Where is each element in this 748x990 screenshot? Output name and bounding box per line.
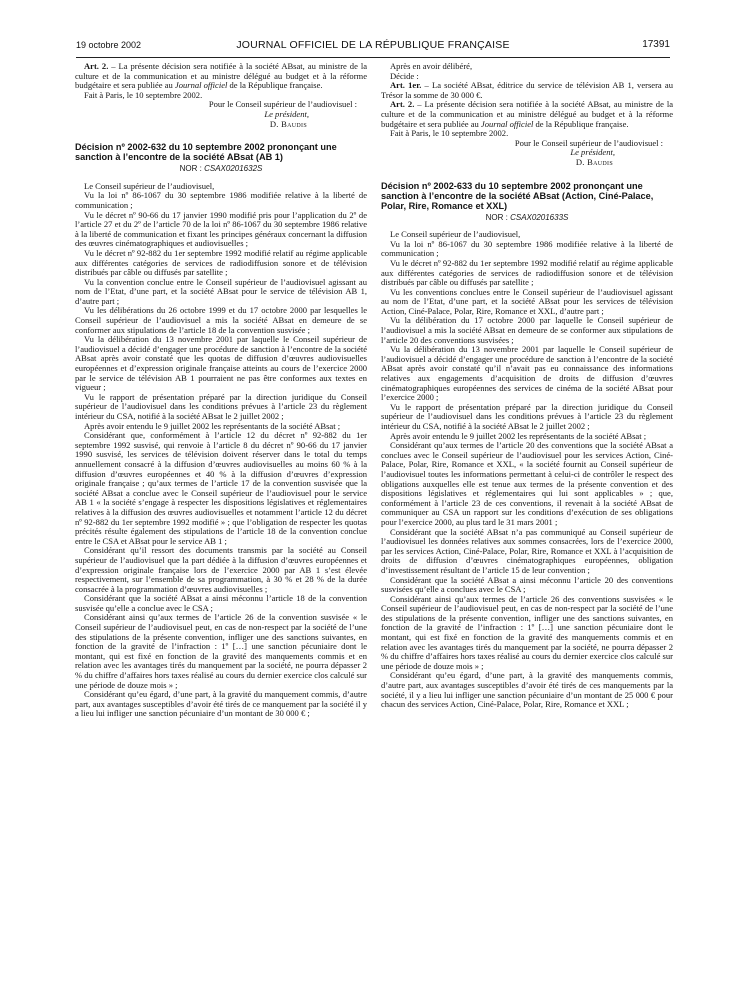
decision-title: Décision nº 2002-632 du 10 septembre 2002 prononçant une sanction à l’encontre de la société ABsat (AB 1)	[75, 142, 337, 163]
paragraph: Vu la loi nº 86-1067 du 30 septembre 1986 modifiée relative à la liberté de communication ;	[75, 190, 367, 210]
paragraph: Considérant qu’eu égard, d’une part, à la gravité du manquement commis, d’autre part, aux avantages susceptibles d’avoir été tirés de ce manquement par la société il y a lieu lui infliger une sanction pécuniaire d’un montant de 30 000 € ;	[75, 689, 367, 719]
article-2: Art. 2. – La présente décision sera notifiée à la société ABsat, au ministre de la culture et de la communication et au ministre délégué au budget et à la réforme budgétaire et sera publiée au Journal officiel de la République française.	[75, 61, 367, 91]
paragraph: Considérant ainsi qu’aux termes de l’article 26 des conventions susvisées « le Conseil supérieur de l’audiovisuel peut, en cas de non-respect par la société de l’une des stipulations de la présente convention, infliger une des sanctions suivantes, en fonction de la gravité de l’infraction : 1º […] une sanction pécuniaire dont le montant, qui est fixé en fonction de la gravité des manquements commis et en relation avec les avantages tirés du manquement par la société, ne pourra dépasser 2 % du chiffre d’affaires hors taxes réalisé au cours du dernier exercice clos calculé sur une période de douze mois » ;	[381, 593, 673, 671]
fait-a-paris: Fait à Paris, le 10 septembre 2002.	[390, 128, 509, 139]
signature-block	[75, 100, 367, 129]
article-2: Art. 2. – La présente décision sera notifiée à la société ABsat, au ministre de la culture et de la communication et au ministre délégué au budget et à la réforme budgétaire et sera publiée au Journal officiel de la République française.	[381, 99, 673, 129]
paragraph: Vu la loi nº 86-1067 du 30 septembre 1986 modifiée relative à la liberté de communication ;	[381, 238, 673, 259]
paragraph: Vu le décret nº 92-882 du 1er septembre 1992 modifié relatif au régime applicable aux différentes catégories de services de radiodiffusion sonore et de télévision distribués par câble ou diffusés par satellite ;	[75, 247, 367, 278]
paragraph: Vu les délibérations du 26 octobre 1999 et du 17 octobre 2000 par lesquelles le Conseil supérieur de l’audiovisuel a mis la société ABsat en demeure de se conformer aux stipulations de l’article 18 de la convention susvisée ;	[75, 305, 367, 335]
signature-title: Le président,	[264, 108, 309, 119]
paragraph: Vu le décret nº 92-882 du 1er septembre 1992 modifié relatif au régime applicable aux différentes catégories de services de radiodiffusion sonore et de télévision distribués par câble ou diffusés par satellite ;	[381, 257, 673, 288]
signature-name: D. Baudis	[575, 156, 613, 167]
paragraph: Vu les conventions conclues entre le Conseil supérieur de l’audiovisuel agissant au nom de l’Etat, d’une part, et la société ABsat pour les services de télévision Action, Ciné-Palace, Polar, Rire, Romance et XXL, d’autre part ;	[381, 286, 673, 316]
signature-line: Pour le Conseil supérieur de l’audiovisuel :	[514, 137, 663, 148]
signature-title: Le président,	[570, 147, 615, 158]
apres-deliberation: Après en avoir délibéré,	[390, 61, 473, 71]
paragraph: Considérant ainsi qu’aux termes de l’article 26 de la convention susvisée « le Conseil supérieur de l’audiovisuel peut, en cas de non-respect par la société de l’une des stipulations de la présente convention, infliger une des sanctions suivantes, en fonction de la gravité de l’infraction : 1º […] une sanction pécuniaire dont le montant, qui est fixé en fonction de la gravité des manquements commis et en relation avec les avantages tirés du manquement par la société, ne pourra dépasser 2 % du chiffre d’affaires hors taxes réalisé au cours du dernier exercice clos calculé sur une période de douze mois » ;	[75, 612, 367, 690]
nor-reference: NOR : CSAX0201633S	[485, 212, 569, 222]
signature-block	[381, 139, 673, 168]
paragraph: Après avoir entendu le 9 juillet 2002 les représentants de la société ABsat ;	[390, 430, 647, 441]
article-1: Art. 1er. – La société ABsat, éditrice du service de télévision AB 1, versera au Trésor la somme de 30 000 €.	[381, 80, 673, 100]
signature-line: Pour le Conseil supérieur de l’audiovisuel :	[208, 99, 357, 110]
paragraph: Vu la délibération du 17 octobre 2000 par laquelle le Conseil supérieur de l’audiovisuel a mis la société ABsat en demeure de se conformer aux stipulations de l’article 20 des conventions susvisées ;	[381, 315, 673, 345]
page-header	[76, 40, 670, 54]
decision-title: Décision nº 2002-633 du 10 septembre 2002 prononçant une sanction à l’encontre de la société ABsat (Action, Ciné-Palace, Polar, Rire, Romance et XXL)	[381, 180, 654, 211]
header-date: 19 octobre 2002	[76, 40, 142, 50]
header-rule	[76, 57, 670, 58]
nor-reference: NOR : CSAX0201632S	[179, 164, 263, 174]
paragraph: Considérant que, conformément à l’article 12 du décret nº 92-882 du 1er septembre 1992 susvisé, qui renvoie à l’article 8 du décret nº 90-66 du 17 janvier 1990 susvisé, les services de télévision doivent réserver dans le total du temps annuellement consacré à la diffusion d’œuvres audiovisuelles au moins 60 % à la diffusion d’œuvres européennes et 40 % à la diffusion d’œuvres d’expression originale française ; qu’aux termes de l’article 17 de la convention susvisée que la société ABsat a conclue avec le Conseil supérieur de l’audiovisuel pour le service AB 1 « la société s’engage à respecter les dispositions législatives et réglementaires relatives à la diffusion des œuvres audiovisuelles et notamment l’article 12 du décret nº 92-882 du 1er septembre 1992 modifié » ; que l’obligation de respecter les quotas précités résulte également des stipulations de l’article 18 de la convention conclue entre le CSA et ABsat pour le service AB 1 ;	[75, 430, 367, 546]
page-number: 17391	[642, 39, 670, 50]
article-2-label: Art. 2.	[84, 61, 109, 71]
fait-a-paris: Fait à Paris, le 10 septembre 2002.	[84, 89, 203, 100]
paragraph: Le Conseil supérieur de l’audiovisuel,	[390, 229, 521, 240]
article-2-label: Art. 2.	[390, 99, 415, 110]
paragraph: Considérant que la société ABsat n’a pas communiqué au Conseil supérieur de l’audiovisuel les données relatives aux sommes consacrées, lors de l’exercice 2000, par les services Action, Ciné-Palace, Polar, Rire, Romance et XXL à l’acquisition de droits de diffusion d’œuvres cinématographiques européennes, obligation d’investissement résultant de l’article 15 de leur convention ;	[381, 526, 673, 575]
journal-title: JOURNAL OFFICIEL DE LA RÉPUBLIQUE FRANÇAISE	[236, 39, 510, 51]
paragraph: Vu la délibération du 13 novembre 2001 par laquelle le Conseil supérieur de l’audiovisuel a décidé d’engager une procédure de sanction à l’encontre de la société ABsat après avoir constaté qu’il n’avait pas eu connaissance des informations relatives aux engagements d’acquisition de droits de diffusion d’œuvres cinématographiques européennes des services de cinéma de la société ABsat pour l’exercice 2000 ;	[381, 344, 673, 403]
right-column	[381, 62, 673, 710]
decide-heading: Décide :	[390, 70, 419, 81]
paragraph: Vu le rapport de présentation préparé par la direction juridique du Conseil supérieur de l’audiovisuel dans les conditions prévues à l’article 23 du règlement intérieur du CSA, notifié à la société ABsat le 2 juillet 2002 ;	[75, 391, 367, 421]
paragraph: Après avoir entendu le 9 juillet 2002 les représentants de la société ABsat ;	[84, 420, 341, 431]
paragraph: Le Conseil supérieur de l’audiovisuel,	[84, 180, 215, 191]
paragraph: Considérant qu’aux termes de l’article 20 des conventions que la société ABsat a conclues avec le Conseil supérieur de l’audiovisuel pour les services Action, Ciné-Palace, Polar, Rire, Romance et XXL, « la société fournit au Conseil supérieur de l’audiovisuel toutes les informations permettant à celui-ci de contrôler le respect des obligations auxquelles elle est tenue aux termes de la présente convention et des dispositions législatives et réglementaires qui lui sont applicables » ; que, conformément à l’article 23 de ces conventions, il revenait à la société ABsat de communiquer au CSA un rapport sur les conditions d’exécution de ses obligations pour l’exercice 2000, au plus tard le 31 mars 2001 ;	[381, 440, 673, 527]
paragraph: Considérant qu’eu égard, d’une part, à la gravité des manquements commis, d’autre part, aux avantages susceptibles d’avoir été tirés de ces manquements par la société, il y a lieu lui infliger une sanction pécuniaire d’un montant de 25 000 € pour chacun des services Action, Ciné-Palace, Polar, Rire, Romance et XXL ;	[381, 670, 673, 710]
nor-code: CSAX0201632S	[204, 164, 263, 174]
journal-officiel-ref: Journal officiel	[174, 80, 228, 91]
paragraph: Vu la délibération du 13 novembre 2001 par laquelle le Conseil supérieur de l’audiovisuel a décidé d’engager une procédure de sanction à l’encontre de la société ABsat après avoir constaté que les quotas de diffusion d’œuvres audiovisuelles européennes et d’expression originale française atteints au cours de l’exercice 2000 par le service de télévision AB 1 pourraient ne pas être conformes aux textes en vigueur ;	[75, 334, 367, 393]
left-column	[75, 62, 367, 719]
paragraph: Considérant que la société ABsat a ainsi méconnu l’article 18 de la convention susvisée qu’elle a conclue avec le CSA ;	[75, 593, 367, 613]
signature-name: D. Baudis	[269, 118, 307, 129]
paragraph: Vu le rapport de présentation préparé par la direction juridique du Conseil supérieur de l’audiovisuel dans les conditions prévues à l’article 23 du règlement intérieur du CSA, notifié à la société ABsat le 2 juillet 2002 ;	[381, 401, 673, 431]
paragraph: Vu la convention conclue entre le Conseil supérieur de l’audiovisuel agissant au nom de l’Etat, d’une part, et la société ABsat pour le service de télévision AB 1, d’autre part ;	[75, 276, 367, 306]
paragraph: Considérant qu’il ressort des documents transmis par la société au Conseil supérieur de l’audiovisuel que la part dédiée à la diffusion d’œuvres européennes et d’expression originale française lors de l’exercice 2000 par AB 1 s’est élevée respectivement, sur l’ensemble de sa programmation, à 30 % et 28 % de la durée consacrée à la programmation d’œuvres audiovisuelles ;	[75, 545, 367, 594]
journal-officiel-ref: Journal officiel	[480, 118, 534, 129]
article-1-label: Art. 1er.	[390, 80, 422, 91]
nor-code: CSAX0201633S	[510, 212, 569, 222]
paragraph: Vu le décret nº 90-66 du 17 janvier 1990 modifié pris pour l’application du 2º de l’article 27 et du 2º de l’article 70 de la loi nº 86-1067 du 30 septembre 1986 relative à la liberté de communication et fixant les principes généraux concernant la diffusion des œuvres cinématographiques et audiovisuelles ;	[75, 209, 367, 249]
paragraph: Considérant que la société ABsat a ainsi méconnu l’article 20 des conventions susvisées qu’elle a conclues avec le CSA ;	[381, 574, 673, 595]
